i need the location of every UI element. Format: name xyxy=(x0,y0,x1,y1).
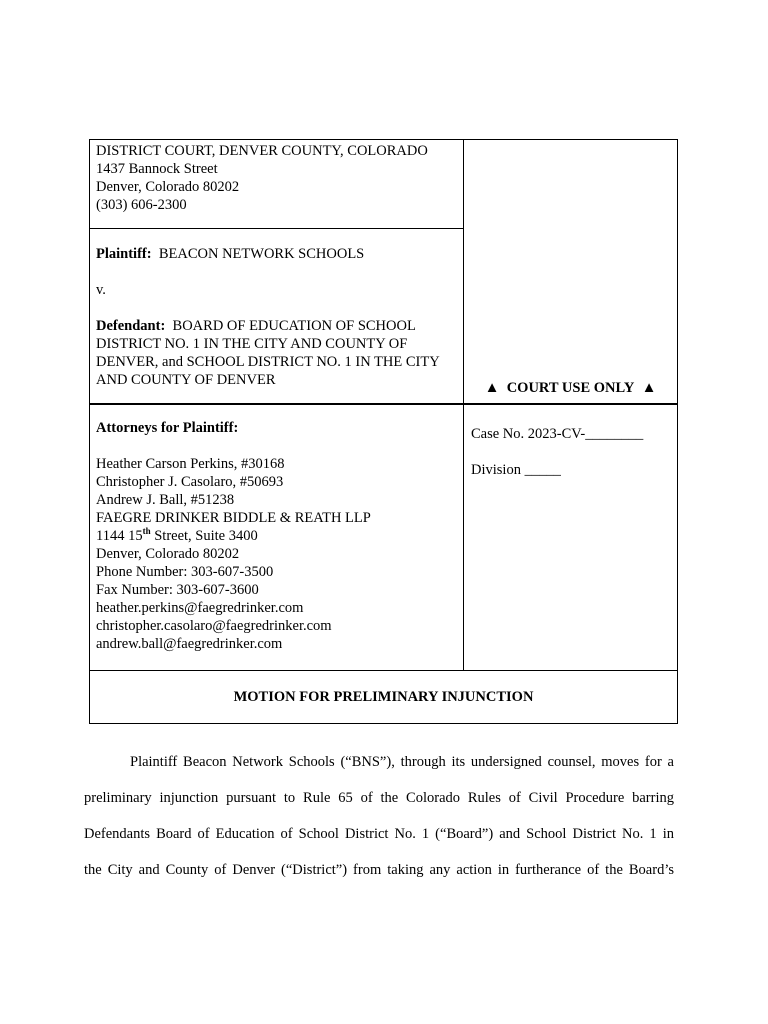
court-city: Denver, Colorado 80202 xyxy=(96,179,240,195)
plaintiff-line xyxy=(96,245,457,263)
defendant-line xyxy=(96,317,457,335)
body-line: the City and County of Denver (“District”) from taking any action in furtherance of the Board’s xyxy=(84,862,674,878)
caption-table xyxy=(89,139,678,724)
attorney-email: heather.perkins@faegredrinker.com xyxy=(96,600,304,616)
court-use-only xyxy=(464,379,677,397)
defendant-name-4: AND COUNTY OF DENVER xyxy=(96,372,276,388)
court-use-cell xyxy=(464,140,677,404)
attorney-name: Christopher J. Casolaro, #50693 xyxy=(96,474,284,490)
body-line: Defendants Board of Education of School District No. 1 (“Board”) and School District No. 1 in xyxy=(84,826,674,842)
court-phone: (303) 606-2300 xyxy=(96,197,187,213)
court-use-label: COURT USE ONLY xyxy=(506,380,635,396)
motion-body xyxy=(84,744,674,888)
case-number: Case No. 2023-CV-________ xyxy=(471,426,644,442)
triangle-up-icon: ▲ xyxy=(484,380,500,396)
case-info-cell xyxy=(464,405,677,671)
firm-phone: Phone Number: 303-607-3500 xyxy=(96,564,274,580)
court-name: DISTRICT COURT, DENVER COUNTY, COLORADO xyxy=(96,143,428,159)
attorneys-cell xyxy=(90,405,464,671)
body-line: Plaintiff Beacon Network Schools (“BNS”), through its undersigned counsel, moves for a xyxy=(130,754,674,770)
body-line: preliminary injunction pursuant to Rule 65 of the Colorado Rules of Civil Procedure barring xyxy=(84,790,674,806)
firm-fax: Fax Number: 303-607-3600 xyxy=(96,582,259,598)
defendant-name-1: BOARD OF EDUCATION OF SCHOOL xyxy=(172,318,416,334)
versus: v. xyxy=(96,282,106,298)
defendant-label: Defendant: xyxy=(96,318,166,334)
defendant-name-3: DENVER, and SCHOOL DISTRICT NO. 1 IN THE CITY xyxy=(96,354,440,370)
firm-city: Denver, Colorado 80202 xyxy=(96,546,240,562)
plaintiff-name: BEACON NETWORK SCHOOLS xyxy=(158,246,365,262)
court-info-cell xyxy=(90,140,464,229)
attorney-name: Heather Carson Perkins, #30168 xyxy=(96,456,285,472)
law-firm: FAEGRE DRINKER BIDDLE & REATH LLP xyxy=(96,510,371,526)
triangle-up-icon: ▲ xyxy=(641,380,657,396)
parties-cell xyxy=(90,229,464,404)
attorney-name: Andrew J. Ball, #51238 xyxy=(96,492,235,508)
court-street: 1437 Bannock Street xyxy=(96,161,218,177)
defendant-name-2: DISTRICT NO. 1 IN THE CITY AND COUNTY OF xyxy=(96,336,408,352)
document-title: MOTION FOR PRELIMINARY INJUNCTION xyxy=(233,689,534,705)
attorneys-heading: Attorneys for Plaintiff: xyxy=(96,420,239,436)
attorney-email: andrew.ball@faegredrinker.com xyxy=(96,636,283,652)
plaintiff-label: Plaintiff: xyxy=(96,246,152,262)
division: Division _____ xyxy=(471,462,561,478)
firm-street: 1144 15th Street, Suite 3400 xyxy=(96,526,258,544)
attorney-email: christopher.casolaro@faegredrinker.com xyxy=(96,618,332,634)
